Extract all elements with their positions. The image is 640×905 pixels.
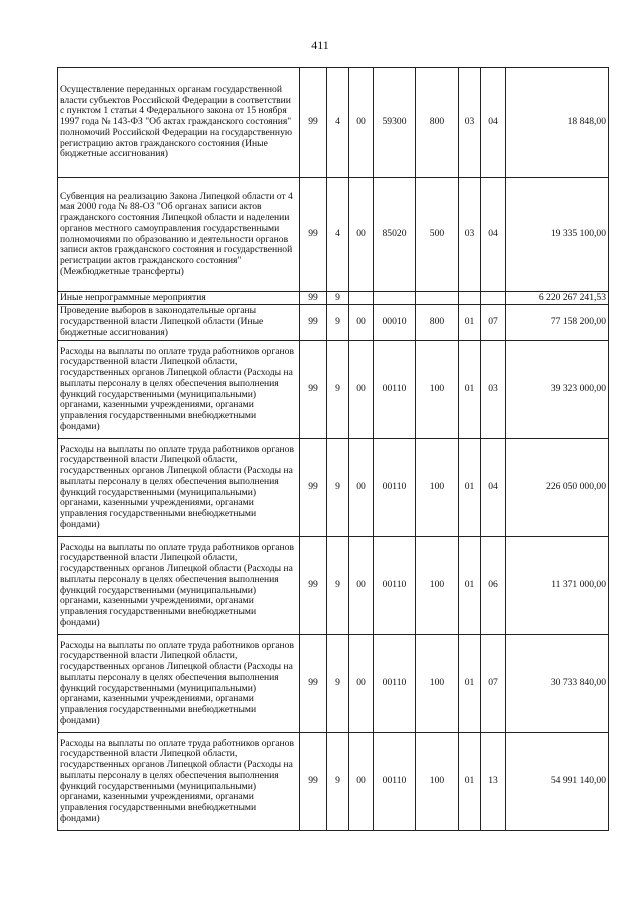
program-code: 99 <box>300 635 327 733</box>
program-code: 99 <box>300 178 327 292</box>
row-description: Субвенция на реализацию Закона Липецкой области от 4 мая 2000 года № 88-ОЗ "Об органах записи актов гражданского состояния Липецкой области и наделении органов местного самоуправления государственными полномочиями по образованию и деятельности органов записи актов гражданского состояния и государственной регистрации актов гражданского состояния" (Межбюджетные трансферты) <box>58 178 300 292</box>
row-description: Иные непрограммные мероприятия <box>58 292 300 305</box>
table-row <box>58 292 609 305</box>
target-article-code: 00110 <box>374 439 416 537</box>
subsection-code: 07 <box>481 635 506 733</box>
subprogram-code: 4 <box>327 68 349 178</box>
amount-cell: 30 733 840,00 <box>506 635 609 733</box>
expense-type-code: 100 <box>416 733 459 831</box>
expense-type-code: 100 <box>416 341 459 439</box>
program-code: 99 <box>300 292 327 305</box>
direction-code: 00 <box>349 341 374 439</box>
expense-type-code: 800 <box>416 305 459 341</box>
direction-code: 00 <box>349 178 374 292</box>
subprogram-code: 9 <box>327 439 349 537</box>
table-row <box>58 733 609 831</box>
table-row <box>58 635 609 733</box>
subsection-code <box>481 292 506 305</box>
direction-code: 00 <box>349 439 374 537</box>
row-description: Расходы на выплаты по оплате труда работников органов государственной власти Липецкой области, государственных органов Липецкой области (Расходы на выплаты персоналу в целях обеспечения выполнения функций государственными (муниципальными) органами, казенными учреждениями, органами управления государственными внебюджетными фондами) <box>58 341 300 439</box>
target-article-code: 00110 <box>374 537 416 635</box>
target-article-code: 00110 <box>374 635 416 733</box>
row-description: Расходы на выплаты по оплате труда работников органов государственной власти Липецкой области, государственных органов Липецкой области (Расходы на выплаты персоналу в целях обеспечения выполнения функций государственными (муниципальными) органами, казенными учреждениями, органами управления государственными внебюджетными фондами) <box>58 537 300 635</box>
expense-type-code: 500 <box>416 178 459 292</box>
table-row <box>58 178 609 292</box>
direction-code: 00 <box>349 733 374 831</box>
section-code: 03 <box>459 68 481 178</box>
subsection-code: 07 <box>481 305 506 341</box>
program-code: 99 <box>300 68 327 178</box>
subsection-code: 03 <box>481 341 506 439</box>
subprogram-code: 9 <box>327 733 349 831</box>
section-code: 01 <box>459 439 481 537</box>
section-code: 01 <box>459 305 481 341</box>
expense-type-code: 800 <box>416 68 459 178</box>
expense-type-code: 100 <box>416 635 459 733</box>
subsection-code: 13 <box>481 733 506 831</box>
amount-cell: 54 991 140,00 <box>506 733 609 831</box>
subsection-code: 04 <box>481 68 506 178</box>
row-description: Осуществление переданных органам государственной власти субъектов Российской Федерации в соответствии с пунктом 1 статьи 4 Федерального закона от 15 ноября 1997 года № 143-ФЗ "Об актах гражданского состояния" полномочий Российской Федерации на государственную регистрацию актов гражданского состояния (Иные бюджетные ассигнования) <box>58 68 300 178</box>
target-article-code <box>374 292 416 305</box>
program-code: 99 <box>300 305 327 341</box>
subprogram-code: 9 <box>327 292 349 305</box>
amount-cell: 19 335 100,00 <box>506 178 609 292</box>
row-description: Расходы на выплаты по оплате труда работников органов государственной власти Липецкой области, государственных органов Липецкой области (Расходы на выплаты персоналу в целях обеспечения выполнения функций государственными (муниципальными) органами, казенными учреждениями, органами управления государственными внебюджетными фондами) <box>58 733 300 831</box>
subprogram-code: 9 <box>327 537 349 635</box>
amount-cell: 11 371 000,00 <box>506 537 609 635</box>
direction-code: 00 <box>349 68 374 178</box>
amount-cell: 39 323 000,00 <box>506 341 609 439</box>
section-code: 01 <box>459 341 481 439</box>
target-article-code: 59300 <box>374 68 416 178</box>
program-code: 99 <box>300 341 327 439</box>
expense-type-code: 100 <box>416 439 459 537</box>
target-article-code: 00110 <box>374 341 416 439</box>
program-code: 99 <box>300 439 327 537</box>
amount-cell: 226 050 000,00 <box>506 439 609 537</box>
expense-type-code: 100 <box>416 537 459 635</box>
row-description: Расходы на выплаты по оплате труда работников органов государственной власти Липецкой области, государственных органов Липецкой области (Расходы на выплаты персоналу в целях обеспечения выполнения функций государственными (муниципальными) органами, казенными учреждениями, органами управления государственными внебюджетными фондами) <box>58 439 300 537</box>
section-code <box>459 292 481 305</box>
subprogram-code: 9 <box>327 305 349 341</box>
target-article-code: 00010 <box>374 305 416 341</box>
table-row <box>58 68 609 178</box>
program-code: 99 <box>300 733 327 831</box>
subsection-code: 04 <box>481 439 506 537</box>
page-number: 411 <box>311 38 329 52</box>
table-row <box>58 537 609 635</box>
program-code: 99 <box>300 537 327 635</box>
direction-code: 00 <box>349 305 374 341</box>
amount-cell: 18 848,00 <box>506 68 609 178</box>
direction-code: 00 <box>349 537 374 635</box>
subsection-code: 04 <box>481 178 506 292</box>
section-code: 03 <box>459 178 481 292</box>
section-code: 01 <box>459 537 481 635</box>
target-article-code: 85020 <box>374 178 416 292</box>
row-description: Проведение выборов в законодательные органы государственной власти Липецкой области (Иные бюджетные ассигнования) <box>58 305 300 341</box>
subsection-code: 06 <box>481 537 506 635</box>
row-description: Расходы на выплаты по оплате труда работников органов государственной власти Липецкой области, государственных органов Липецкой области (Расходы на выплаты персоналу в целях обеспечения выполнения функций государственными (муниципальными) органами, казенными учреждениями, органами управления государственными внебюджетными фондами) <box>58 635 300 733</box>
table-row <box>58 439 609 537</box>
budget-table <box>57 67 609 831</box>
subprogram-code: 9 <box>327 341 349 439</box>
subprogram-code: 4 <box>327 178 349 292</box>
target-article-code: 00110 <box>374 733 416 831</box>
direction-code <box>349 292 374 305</box>
expense-type-code <box>416 292 459 305</box>
section-code: 01 <box>459 635 481 733</box>
table-body <box>58 68 609 831</box>
section-code: 01 <box>459 733 481 831</box>
subprogram-code: 9 <box>327 635 349 733</box>
amount-cell: 6 220 267 241,53 <box>506 292 609 305</box>
direction-code: 00 <box>349 635 374 733</box>
amount-cell: 77 158 200,00 <box>506 305 609 341</box>
table-row <box>58 305 609 341</box>
table-row <box>58 341 609 439</box>
